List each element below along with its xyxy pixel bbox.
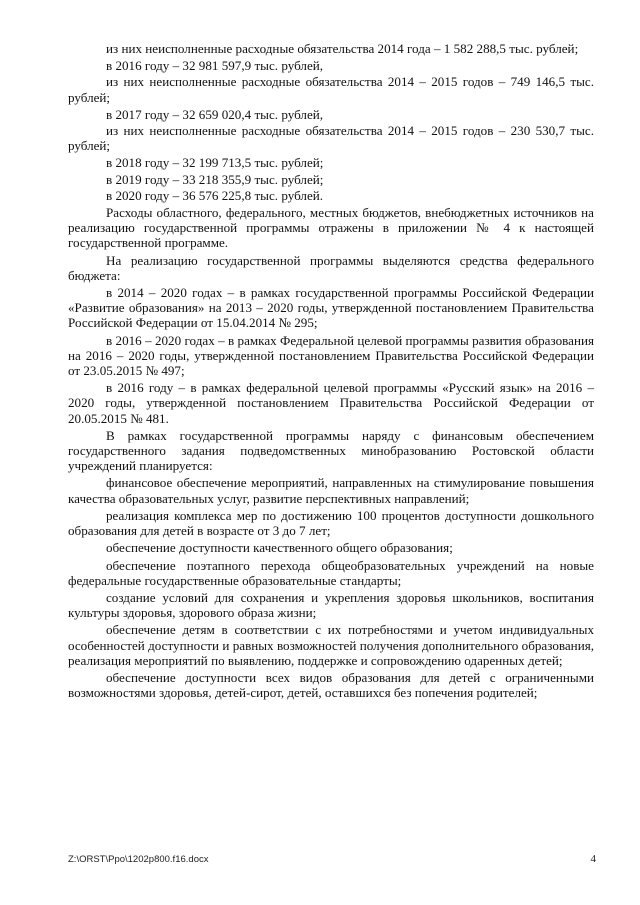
paragraph: в 2016 – 2020 годах – в рамках Федеральной целевой программы развития образования на 2016 – 2020 годы, утвержденной постановлением Правительства Российской Федерации от 23.05.2015 № 497; — [68, 332, 594, 379]
paragraph: обеспечение детям в соответствии с их потребностями и учетом индивидуальных особенностей доступности и равных возможностей получения дополнительного образования, реализация мероприятий по выявлению, поддержке и сопровождению одаренных детей; — [68, 622, 594, 668]
paragraph: из них неисполненные расходные обязательства 2014 – 2015 годов – 230 530,7 тыс. рублей; — [68, 123, 594, 154]
paragraph: обеспечение доступности всех видов образования для детей с ограниченными возможностями здоровья, детей-сирот, детей, оставшихся без попечения родителей; — [68, 669, 594, 701]
paragraph: финансовое обеспечение мероприятий, направленных на стимулирование повышения качества образовательных услуг, развитие перспективных направлений; — [68, 475, 594, 506]
paragraph: в 2016 году – в рамках федеральной целевой программы «Русский язык» на 2016 – 2020 годы, утвержденной постановлением Правительства Российской Федерации от 20.05.2015 № 481. — [68, 380, 594, 426]
paragraph: В рамках государственной программы наряду с финансовым обеспечением государственного задания подведомственных минобразованию Ростовской области учреждений планируется: — [68, 427, 594, 474]
paragraph: в 2019 году – 33 218 355,9 тыс. рублей; — [106, 171, 324, 187]
paragraph: в 2016 году – 32 981 597,9 тыс. рублей, — [106, 58, 324, 74]
paragraph: На реализацию государственной программы выделяются средства федерального бюджета: — [68, 252, 594, 283]
page-number: 4 — [590, 853, 596, 865]
paragraph: реализация комплекса мер по достижению 100 процентов доступности дошкольного образования для детей в возрасте от 3 до 7 лет; — [68, 507, 594, 539]
document-body — [68, 41, 594, 702]
paragraph: создание условий для сохранения и укрепления здоровья школьников, воспитания культуры здоровья, здорового образа жизни; — [68, 589, 594, 621]
paragraph: обеспечение доступности качественного общего образования; — [106, 540, 453, 556]
paragraph: в 2018 году – 32 199 713,5 тыс. рублей; — [106, 155, 324, 171]
paragraph: в 2020 году – 36 576 225,8 тыс. рублей. — [106, 187, 324, 203]
paragraph: из них неисполненные расходные обязательства 2014 – 2015 годов – 749 146,5 тыс. рублей; — [68, 74, 594, 105]
paragraph: из них неисполненные расходные обязательства 2014 года – 1 582 288,5 тыс. рублей; — [106, 41, 579, 56]
paragraph: в 2017 году – 32 659 020,4 тыс. рублей, — [106, 106, 324, 122]
paragraph: обеспечение поэтапного перехода общеобразовательных учреждений на новые федеральные государственные образовательные стандарты; — [68, 557, 594, 588]
paragraph: Расходы областного, федерального, местных бюджетов, внебюджетных источников на реализацию государственной программы отражены в приложении № 4 к настоящей государственной программе. — [68, 205, 594, 251]
footer-file-path: Z:\ORST\Ppo\1202p800.f16.docx — [68, 854, 209, 865]
paragraph: в 2014 – 2020 годах – в рамках государственной программы Российской Федерации «Развитие образования» на 2013 – 2020 годы, утвержденной постановлением Правительства Российской Федерации от 15.04.2014 № 295; — [68, 285, 594, 331]
